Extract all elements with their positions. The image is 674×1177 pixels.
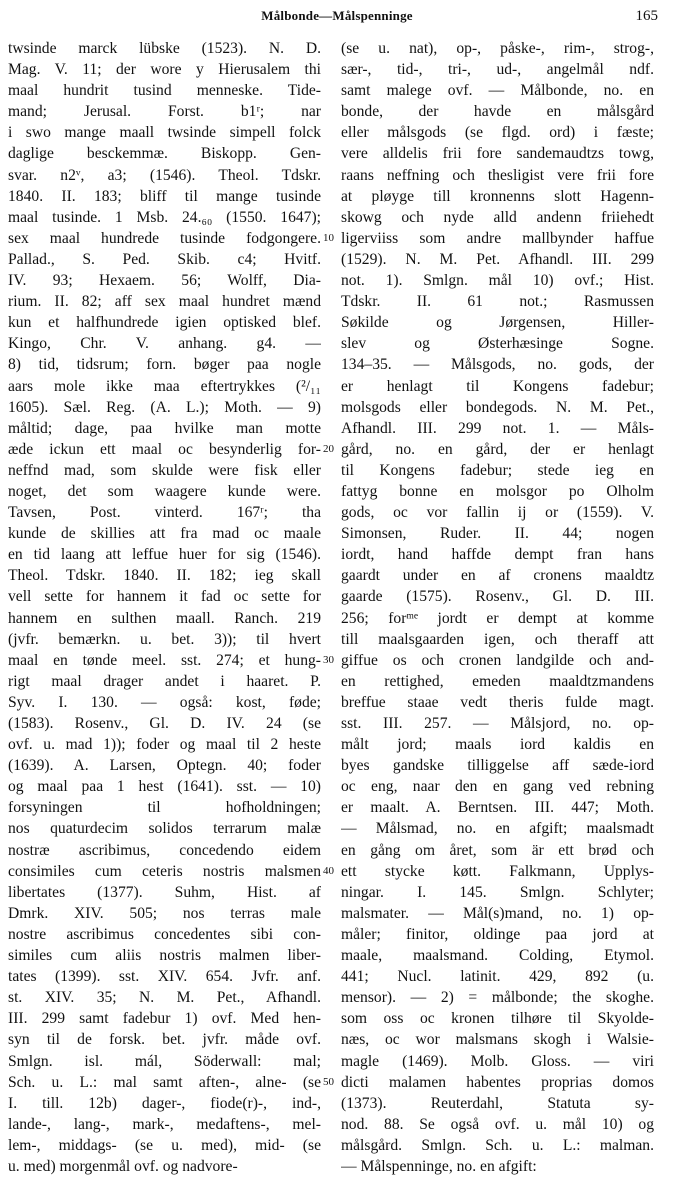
text-line: tates (1399). sst. XIV. 654. Jvfr. anf. — [8, 968, 321, 986]
text-line: 256; forᵐᵉ jordt er dempt at komme — [341, 609, 654, 627]
text-line: u. med) morgenmål ovf. og nadvore- — [8, 1157, 238, 1175]
text-line: 1840. II. 183; bliff til mange tusinde — [8, 187, 321, 205]
text-line: Søkilde og Jørgensen, Hiller- — [341, 314, 654, 332]
text-line: Smlgn. isl. mál, Söderwall: mal; — [8, 1052, 321, 1070]
text-line: Theol. Tdskr. 1840. II. 182; ieg skall — [8, 567, 321, 585]
page-header — [0, 8, 674, 28]
text-line: Dmrk. XIV. 505; nos terras male — [8, 904, 321, 922]
text-line: rigt maal drager andet i haaret. P. — [8, 672, 321, 690]
text-line: bonde, der havde en målsgård — [341, 103, 654, 121]
text-line: sær-, tid-, tri-, ud-, angelmål ndf. — [341, 61, 654, 79]
text-line: gaardt under en af cronens maaldtz — [341, 567, 654, 585]
text-line: noget, det som waagere kunde were. — [8, 482, 321, 500]
text-line: måltid; dage, paa hvilke man motte — [8, 419, 321, 437]
text-line: till maalsgaarden igen, och theraff att — [341, 630, 654, 648]
text-line: malsmater. — Mål(s)mand, no. 1) op- — [341, 904, 654, 922]
text-line: syn til de forsk. bet. jvfr. måde ovf. — [8, 1031, 321, 1049]
text-line: målsgård. Smlgn. Sch. u. L.: malman. — [341, 1136, 654, 1154]
text-line: maal en tønde meel. sst. 274; et hung- — [8, 651, 321, 669]
text-line: I. till. 12b) dager-, fiode(r)-, ind-, — [8, 1094, 321, 1112]
text-line: (1639). A. Larsen, Optegn. 40; foder — [8, 757, 321, 775]
text-line: vell sette for hannem it fad oc sette for — [8, 588, 321, 606]
text-line: — Målspenninge, no. en afgift: — [341, 1157, 537, 1175]
text-line: nos quaturdecim solidos terrarum malæ — [8, 820, 321, 838]
text-line: (1373). Reuterdahl, Statuta sy- — [341, 1094, 654, 1112]
margin-line-number: 20 — [323, 442, 334, 455]
text-line: måler; finitor, oldinge paa jord at — [341, 925, 654, 943]
text-line: til Kongens fadebur; stede ieg en — [341, 461, 654, 479]
running-head: Målbonde—Målspenninge — [261, 8, 413, 23]
text-line: Tdskr. II. 61 not.; Rasmussen — [341, 293, 654, 311]
text-line: æde ickun ett maal oc besynderlig for- — [8, 440, 321, 458]
text-line: Kingo, Chr. V. anhang. g4. — — [8, 335, 321, 353]
text-line: Mag. V. 11; der wore y Hierusalem thi — [8, 61, 321, 79]
text-line: hannem en sulthen maall. Ranch. 219 — [8, 609, 321, 627]
text-line: slev og Østerhæsinge Sogne. — [341, 335, 654, 353]
text-line: kunde de skillies att fra mad oc maale — [8, 525, 321, 543]
text-line: nostræ ascribimus, concedendo eidem — [8, 841, 321, 859]
text-line: fattyg bonne en molsgor po Olholm — [341, 482, 654, 500]
text-line: III. 299 samt fadebur 1) ovf. Med hen- — [8, 1010, 321, 1028]
text-line: lande-, lang-, mark-, medaftens-, mel- — [8, 1115, 321, 1133]
text-line: målt jord; maals iord kaldis en — [341, 736, 654, 754]
margin-line-number: 40 — [323, 864, 334, 877]
text-line: 441; Nucl. latinit. 429, 892 (u. — [341, 968, 654, 986]
text-line: Tavsen, Post. vinterd. 167ʳ; tha — [8, 504, 321, 522]
text-line: næs, oc wor malsmans skogh i Walsie- — [341, 1031, 654, 1049]
text-line: Sch. u. L.: mal samt aften-, alne- (se — [8, 1073, 321, 1091]
text-line: daglige besckemmæ. Biskopp. Gen- — [8, 145, 321, 163]
text-line: maal hundrit tusind menneske. Tide- — [8, 82, 321, 100]
text-line: gård, no. en gård, der er henlagt — [341, 440, 654, 458]
text-line: en gång om året, som är ett brød och — [341, 841, 654, 859]
text-line: en tid laang att leffue huer for sig (1546). — [8, 546, 321, 564]
text-line: ett stycke køtt. Falkmann, Upplys- — [341, 862, 654, 880]
text-line: magle (1469). Molb. Gloss. — viri — [341, 1052, 654, 1070]
text-line: at pløyge till kronnenns slott Hagenn- — [341, 187, 654, 205]
text-line: ligerviiss som andre mallbynder haffue — [341, 229, 654, 247]
margin-line-number: 30 — [323, 653, 334, 666]
text-line: sex maal hundrede tusinde fodgongere. — [8, 229, 321, 247]
text-line: aars mole ikke maa eftertrykkes (²/₁₁ — [8, 377, 321, 395]
text-line: nostre ascribimus concedentes sibi con- — [8, 925, 321, 943]
text-line: neffnd mad, som skulde were fisk eller — [8, 461, 321, 479]
text-line: raans neffning och thesligist vere frii fore — [341, 166, 654, 184]
left-column — [8, 38, 321, 1177]
text-line: 8) tid, tidsrum; forn. bøger paa nogle — [8, 356, 321, 374]
text-line: lem-, middags- (se u. med), mid- (se — [8, 1136, 321, 1154]
text-line: similes cum aliis nostris malmen liber- — [8, 947, 321, 965]
text-line: i swo mange maall twsinde simpell folck — [8, 124, 321, 142]
text-line: mand; Jerusal. Forst. b1ʳ; nar — [8, 103, 321, 121]
text-line: consimiles cum ceteris nostris malsmen — [8, 862, 321, 880]
margin-line-number: 50 — [323, 1075, 334, 1088]
text-line: (se u. nat), op-, påske-, rim-, strog-, — [341, 40, 654, 57]
text-line: mensor). — 2) = målbonde; the skoghe. — [341, 989, 654, 1007]
text-line: en rettighed, emeden maaldtzmandens — [341, 672, 654, 690]
text-line: (jvfr. bemærkn. u. bet. 3)); til hvert — [8, 630, 321, 648]
text-line: Simonsen, Ruder. II. 44; nogen — [341, 525, 654, 543]
text-line: maale, maalsmand. Colding, Etymol. — [341, 947, 654, 965]
text-line: 134–35. — Målsgods, no. gods, der — [341, 356, 654, 374]
text-line: (1583). Rosenv., Gl. D. IV. 24 (se — [8, 715, 321, 732]
text-line: er henlagt til Kongens fadebur; — [341, 377, 654, 395]
text-line: eller målsgods (se flgd. ord) i fæste; — [341, 124, 654, 142]
text-line: oc eng, naar den en gang ved rebning — [341, 778, 654, 796]
text-line: twsinde marck lübske (1523). N. D. — [8, 40, 321, 57]
margin-line-number: 10 — [323, 231, 334, 244]
text-line: kun et halfhundrede igien optisked blef. — [8, 314, 321, 332]
text-line: 1605). Sæl. Reg. (A. L.); Moth. — 9) — [8, 398, 321, 416]
text-line: giffue os och cronen landgilde och and- — [341, 651, 654, 669]
text-line: forsyningen til hofholdningen; — [8, 799, 321, 817]
text-line: Afhandl. III. 299 not. 1. — Måls- — [341, 419, 654, 437]
text-line: not. 1). Smlgn. mål 10) ovf.; Hist. — [341, 272, 654, 290]
text-line: dicti malamen habentes proprias domos — [341, 1073, 654, 1091]
text-line: ovf. u. mad 1)); foder og maal til 2 heste — [8, 736, 321, 754]
text-line: gaarde (1575). Rosenv., Gl. D. III. — [341, 588, 654, 606]
right-column — [341, 38, 654, 1177]
text-line: rium. II. 82; aff sex maal hundret mænd — [8, 293, 321, 311]
text-line: ningar. I. 145. Smlgn. Schlyter; — [341, 883, 654, 901]
text-line: og maal paa 1 hest (1641). sst. — 10) — [8, 778, 321, 796]
text-line: (1529). N. M. Pet. Afhandl. III. 299 — [341, 250, 654, 268]
text-line: samt malege ovf. — Målbonde, no. en — [341, 82, 654, 100]
text-line: st. XIV. 35; N. M. Pet., Afhandl. — [8, 989, 321, 1007]
text-line: Syv. I. 130. — også: kost, føde; — [8, 693, 321, 711]
text-line: sst. III. 257. — Målsjord, no. op- — [341, 715, 654, 732]
text-line: byes gandske tilliggelse aff sæde-iord — [341, 757, 654, 775]
text-line: nod. 88. Se også ovf. u. mål 10) og — [341, 1115, 654, 1133]
text-line: — Målsmad, no. en afgift; maalsmadt — [341, 820, 654, 838]
text-line: som oss oc kronen tilhøre til Skyolde- — [341, 1010, 654, 1028]
text-line: er maalt. A. Berntsen. III. 447; Moth. — [341, 799, 654, 817]
text-line: vere alldelis frii fore sandemaudtzs towg, — [341, 145, 654, 163]
text-line: Pallad., S. Ped. Skib. c4; Hvitf. — [8, 250, 321, 268]
text-line: gods, oc vor fallin ij or (1559). V. — [341, 504, 654, 522]
text-line: libertates (1377). Suhm, Hist. af — [8, 883, 321, 901]
text-line: iordt, hand haffde dempt fran hans — [341, 546, 654, 564]
text-line: molsgods eller bondegods. N. M. Pet., — [341, 398, 654, 416]
text-line: skowg och nyde alld andenn friiehedt — [341, 208, 654, 226]
text-line: maal tusinde. 1 Msb. 24.₆₀ (1550. 1647); — [8, 208, 321, 226]
text-line: IV. 93; Hexaem. 56; Wolff, Dia- — [8, 272, 321, 290]
text-line: breffue staae vedt theris fulde magt. — [341, 693, 654, 711]
page-number: 165 — [635, 8, 658, 24]
text-line: svar. n2ᵛ, a3; (1546). Theol. Tdskr. — [8, 166, 321, 184]
